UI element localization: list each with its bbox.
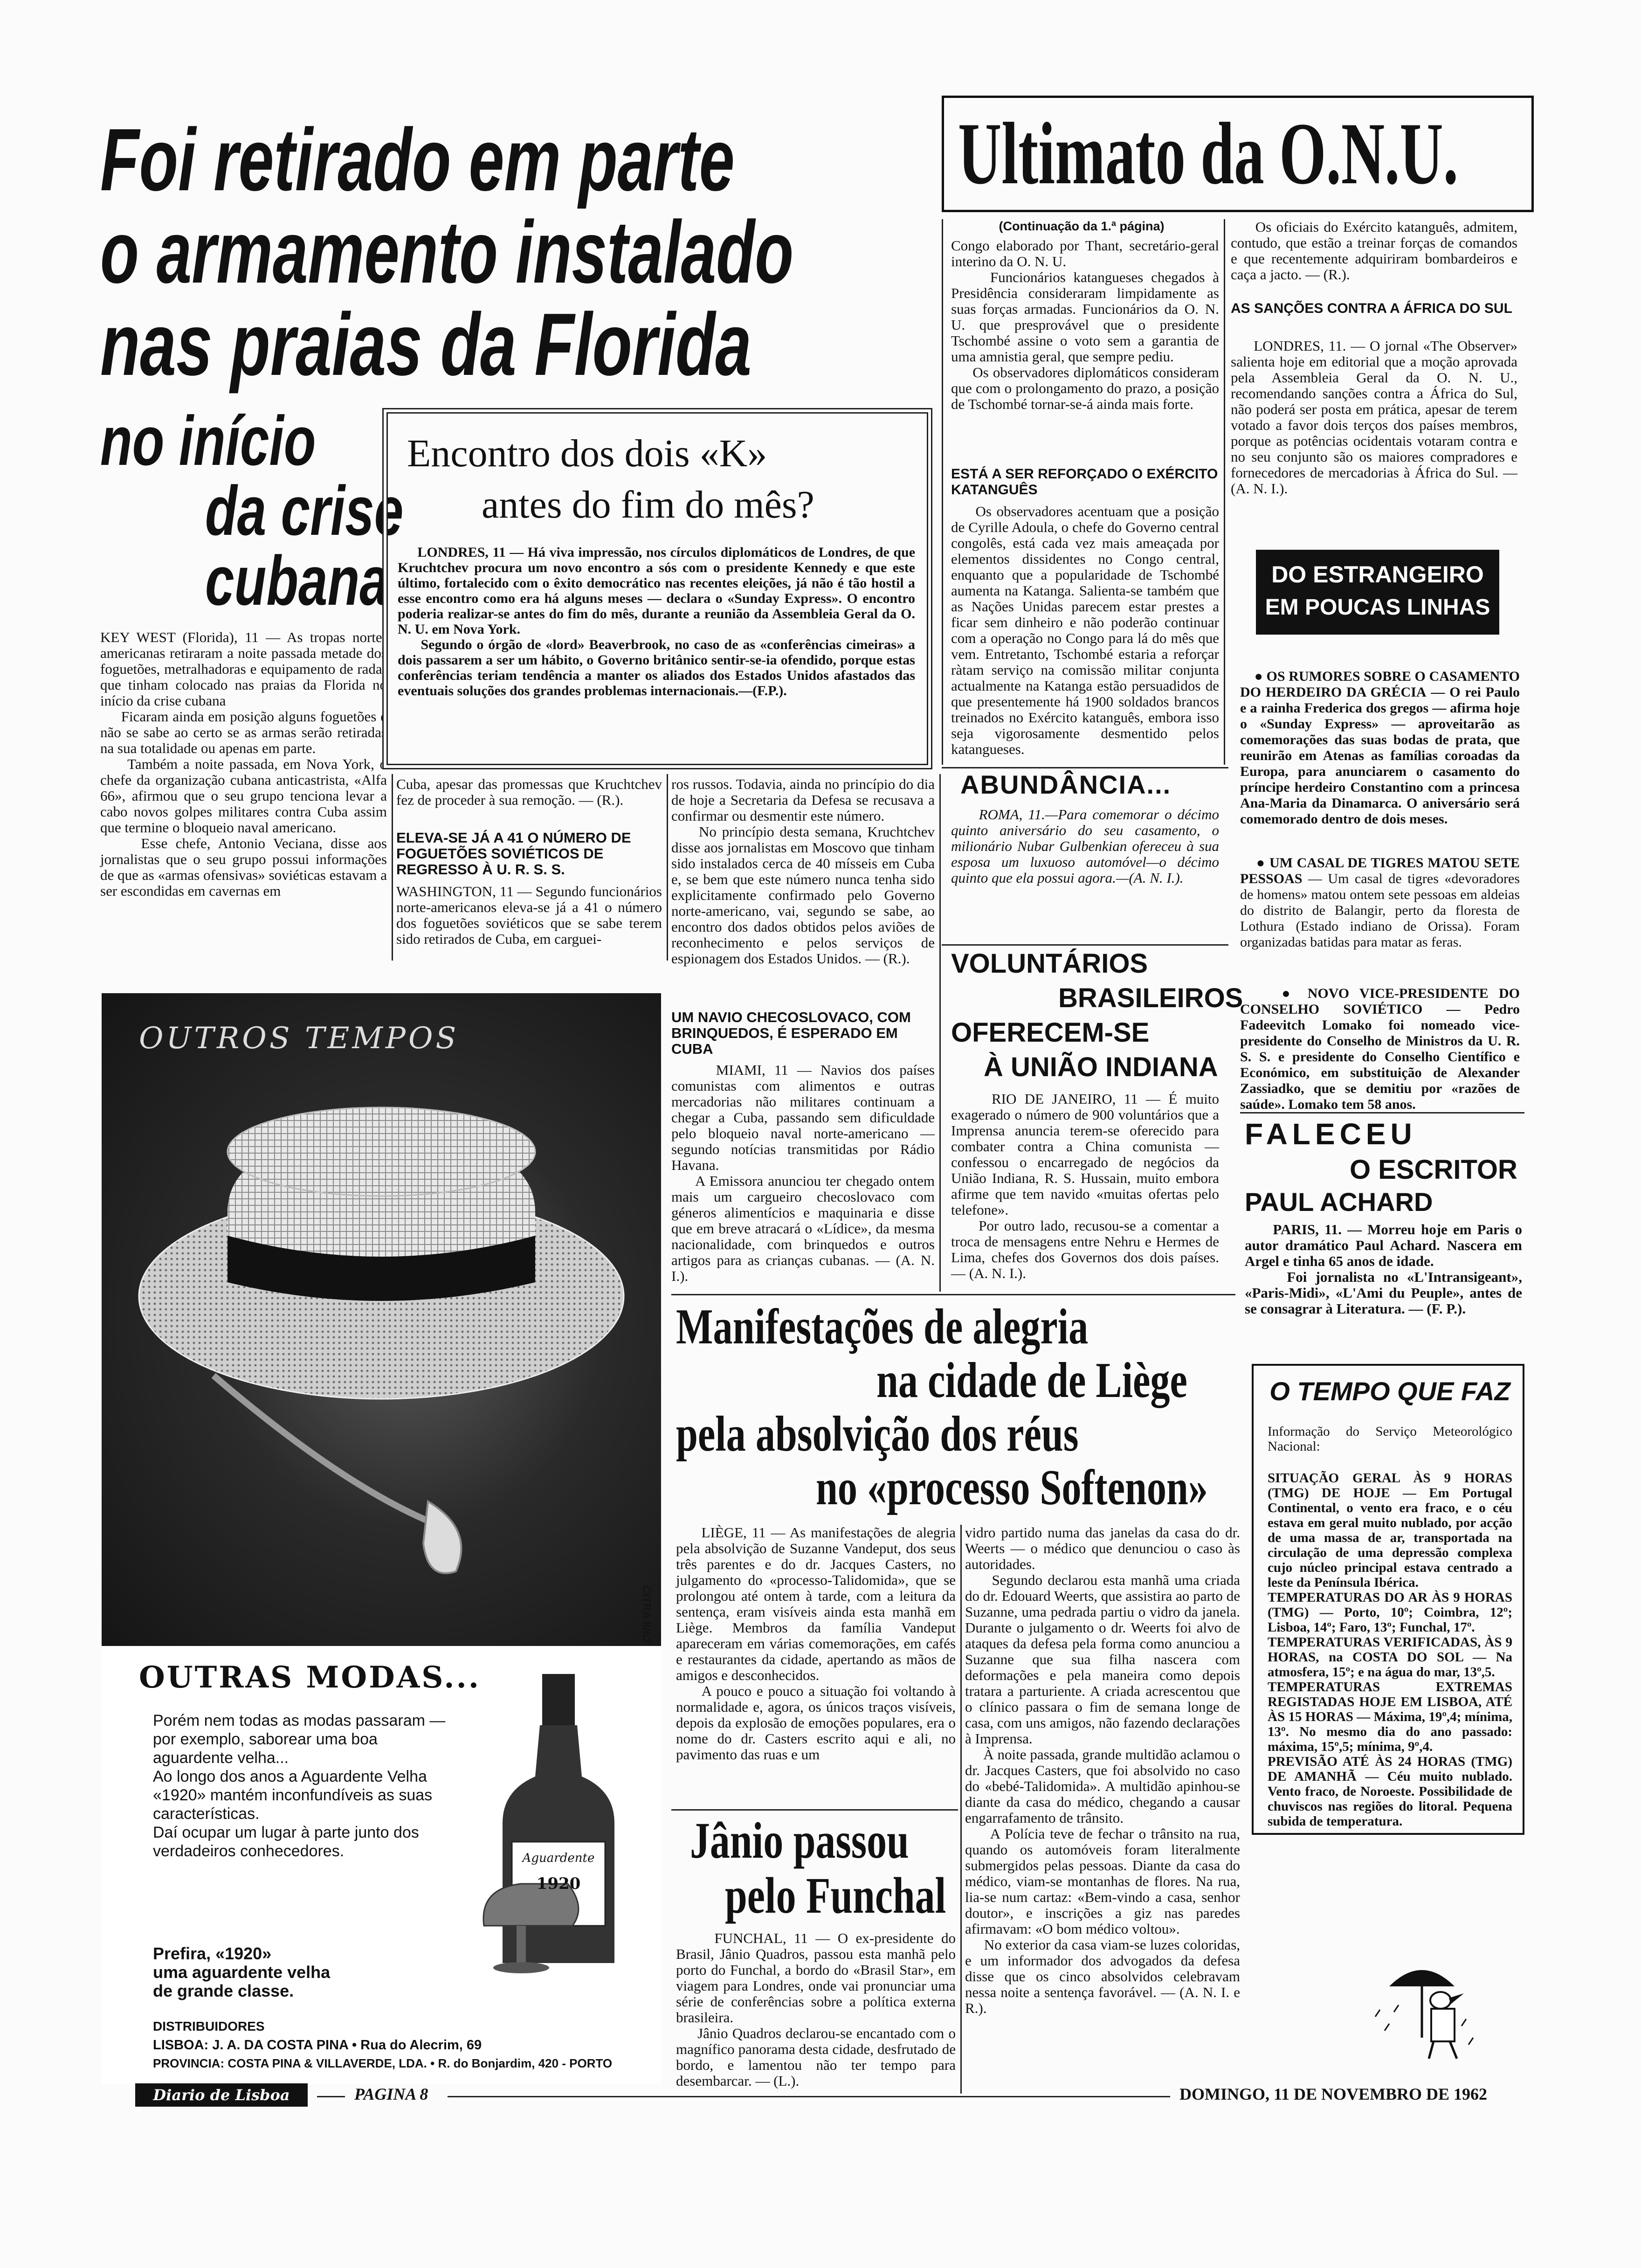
- dois-k-text: LONDRES, 11 — Há viva impressão, nos círculos diplomáticos de Londres, de que Kruchtchev procura um novo encontro a sós com o presidente Kennedy e que este último, fortalecido com o êxito democrático nas recentes eleições, já não é tão hostil a esse encontro como era há alguns meses — declara o «Sunday Express». O encontro poderia realizar-se antes do fim do mês, durante a reunião da Assembleia Geral da O. N. U. em Nova York. Segundo o órgão de «lord» Beaverbrook, no caso de as «conferências cimeiras» a dois passarem a ser um hábito, o Governo britânico sentir-se-ia ofendido, porque estas conferências teriam tendência a manter os aliados dos Estados Unidos afastados das eventuais soluções dos grandes problemas internacionais.—(F.P.).: [398, 545, 916, 698]
- ultimato-continuation: (Continuação da 1.ª página): [999, 219, 1165, 233]
- bullet-icon: ●: [1282, 986, 1308, 1001]
- liege-title-line-4: no «processo Softenon»: [816, 1460, 1208, 1515]
- achard-title-line-2: O ESCRITOR: [1350, 1155, 1517, 1185]
- main-headline-line-2: o armamento instalado: [100, 203, 794, 302]
- dois-k-box: [382, 408, 932, 769]
- estrangeiro-title-line-1: DO ESTRANGEIRO: [1271, 561, 1484, 588]
- sub-headline-line-2: da crise: [205, 471, 404, 550]
- ad-slogan: Prefira, «1920» uma aguardente velha de grande classe.: [153, 1944, 331, 2000]
- navio-text: MIAMI, 11 — Navios dos países comunistas com alimentos e outras mercadorias não militares continuam a chegar a Cuba, passando sem dificuldade pelo bloqueio naval norte-americano — segundo notícias transmitidas por Rádio Havana. A Emissora anunciou ter chegado ontem mais um cargueiro checoslovaco com géneros alimentícios e maquinaria e disse que em breve atracará o «Lídice», da mesma nacionalidade, com brinquedos e outros artigos para as crianças cubanas. — (A. N. I.).: [671, 1062, 935, 1284]
- ultimato-text-3: Os oficiais do Exército katanguês, admitem, contudo, que estão a treinar forças de comandos e que recentemente adquiriram bombardeiros e caça a jacto. — (R.).: [1231, 219, 1521, 283]
- sub-headline-line-3: cubana: [205, 541, 389, 620]
- bullet-icon: ●: [1254, 669, 1267, 684]
- foguetoes-subhead: ELEVA-SE JÁ A 41 O NÚMERO DE FOGUETÕES SOVIÉTICOS DE REGRESSO À U. R. S. S.: [396, 830, 635, 878]
- liege-title: [676, 1301, 1235, 1520]
- estrangeiro-item-2-lead: UM CASAL DE TIGRES MATOU SETE PESSOAS: [1240, 855, 1524, 886]
- washington-text: WASHINGTON, 11 — Segundo funcionários norte-americanos eleva-se já a 41 o número dos foguetões soviéticos que se sabe terem sido retirados de Cuba, em carguei-: [396, 883, 666, 947]
- ad-body-text: Porém nem todas as modas passaram — por exemplo, saborear uma boa aguardente velha... Ao longo dos anos a Aguardente Velha «1920» mantém inconfundíveis as suas características. Daí ocupar um lugar à parte junto dos verdadeiros conhecedores.: [153, 1712, 446, 1860]
- sub-headline: [100, 401, 404, 620]
- voluntarios-title-line-1: VOLUNTÁRIOS: [951, 948, 1148, 979]
- ultimato-text-2: Os observadores acentuam que a posição de Cyrille Adoula, o chefe do Governo central congolês, está cada vez mais ameaçada por elementos dissidentes no Congo central, enquanto que a popularidade de Tschombé aumenta na Katanga. Salienta-se também que as Nações Unidas parecem estar prestes a ficar sem dinheiro e não poderão continuar com a operação no Congo para lá do mês que vem. Entretanto, Tschombé estaria a reforçar ràtam serviço na comissão militar conjunta actualmente na Katanga estão persuadidos de que presentemente há 1900 soldados brancos treinados no Exército katanguês, embora isso seja vigorosamente desmentido pelos katangueses.: [951, 503, 1223, 757]
- janio-title-line-2: pelo Funchal: [725, 1867, 946, 1924]
- janio-title-line-1: Jânio passou: [690, 1812, 909, 1869]
- main-headline-line-1: Foi retirado em parte: [100, 111, 735, 209]
- sancoes-text: LONDRES, 11. — O jornal «The Observer» salienta hoje em editorial que a moção aprovada pela Assembleia Geral da O. N. U., recomendando sanções contra a África do Sul, não poderá ser posta em prática, apesar de terem votado a favor dois terços dos países membros, porque as potências ocidentais votaram contra e no seu conjunto são os maiores compradores e fornecedores de mercadorias à África do Sul. — (A. N. I.).: [1231, 338, 1521, 497]
- estrangeiro-header-box: [1259, 553, 1496, 632]
- footer-page-number: PAGINA 8: [354, 2085, 428, 2103]
- tempo-intro: Informação do Serviço Meteorológico Nacional:: [1268, 1424, 1516, 1454]
- ultimato-box: [942, 96, 1534, 212]
- abundancia-title: ABUNDÂNCIA...: [960, 770, 1172, 799]
- estrangeiro-item-3-text: — Pedro Fadeevitch Lomako foi nomeado vice-presidente do Conselho de Ministros da U. R. S. S. e presidente do Conselho Científico e Económico, em substituição de Alexander Zassiadko, que se demitiu por «razões de saúde». Lomako tem 58 anos.: [1240, 1002, 1524, 1112]
- estrangeiro-item-2: [1240, 839, 1524, 975]
- bullet-icon: ●: [1256, 855, 1269, 871]
- tempo-title: O TEMPO QUE FAZ: [1269, 1376, 1510, 1406]
- florida-story-text: KEY WEST (Florida), 11 — As tropas norte-americanas retiraram a noite passada metade dos foguetões, metralhadoras e equipamento de radar que tinham colocado nas praias da Florida no início da crise cubana Ficaram ainda em posição alguns foguetões e não se sabe ao certo se as armas serão retiradas na sua totalidade ou apenas em parte. Também a noite passada, em Nova York, o chefe da organização cubana anticastrista, «Alfa 66», afirmou que o seu grupo tenciona levar a cabo novos golpes militares contra Cuba assim que termine o bloqueio naval americano. Esse chefe, Antonio Veciana, disse aos jornalistas que o seu grupo possui informações de que as «armas ofensivas» soviéticas estavam a ser escondidas em cavernas em: [100, 629, 387, 899]
- estrangeiro-item-1: [1240, 653, 1524, 839]
- navio-subhead: UM NAVIO CHECOSLOVACO, COM BRINQUEDOS, É ESPERADO EM CUBA: [671, 1009, 915, 1057]
- ultimato-title: Ultimato da O.N.U.: [958, 105, 1459, 203]
- voluntarios-text: RIO DE JANEIRO, 11 — É muito exagerado o número de 900 voluntários que a Imprensa anuncia terem-se oferecido para combater contra a China comunista — confessou o encarregado de negócios da União Indiana, R. S. Hussain, muito embora afirme que tem navido «muitas ofertas pelo telefone». Por outro lado, recusou-se a comentar a troca de mensagens entre Nehru e Hermes de Lima, chefes dos Governos dos dois países. — (A. N. I.).: [951, 1091, 1220, 1281]
- ad-distrib-line-2: PROVINCIA: COSTA PINA & VILLAVERDE, LDA. • R. do Bonjardim, 420 - PORTO: [153, 2056, 613, 2070]
- liege-title-line-2: na cidade de Liège: [876, 1353, 1187, 1408]
- ad-distrib-label: DISTRIBUIDORES: [153, 2019, 265, 2033]
- estrangeiro-item-1-text: — O rei Paulo e a rainha Frederica dos gregos — afirma hoje o «Sunday Express» — aproveitarão as comemorações das suas bodas de prata, que reunirão em Atenas as famílias coroadas da Europa, para anunciarem o casamento do príncipe herdeiro Constantino com a princesa Ana-Maria da Dinamarca. O aniversário será comemorado dentro de dois meses.: [1240, 685, 1524, 827]
- ad-title-bottom: OUTRAS MODAS...: [139, 1660, 481, 1695]
- ultimato-text: Congo elaborado por Thant, secretário-geral interino da O. N. U. Funcionários katangueses chegados à Presidência consideraram limpidamente as suas forças armadas. Funcionários da O. N. U. que presprovável que o presidente Tschombé assine o voto sem a garantia de uma amnistia geral, que sempre pediu. Os observadores diplomáticos consideram que com o prolongamento do prazo, a posição de Tschombé tornar-se-á ainda mais forte.: [951, 237, 1220, 412]
- cognac-bottle-illustration: [475, 1665, 642, 1991]
- ad-title-top: OUTROS TEMPOS: [139, 1021, 459, 1056]
- estrangeiro-title-line-2: EM POUCAS LINHAS: [1265, 595, 1490, 620]
- aguardente-ad: [102, 993, 661, 2084]
- liege-text-2: vidro partido numa das janelas da casa do dr. Weerts — o médico que denunciou o caso às autoridades. Segundo declarou esta manhã uma criada do dr. Edouard Weerts, que assistira ao parto de Suzanne, uma pedrada partiu o vidro da janela. Durante o julgamento o dr. Weerts foi alvo de ataques da defesa pela forma como anunciou a Suzanne que sua filha nascera com deformações e pela maneira como depois tratara a parturiente. A criada acrescentou que o clínico passara o fim de semana longe de casa, com uns amigos, não fazendo declarações à Imprensa. À noite passada, grande multidão aclamou o dr. Jacques Casters, que foi absolvido no caso do «bebé-Talidomida». A multidão apinhou-se diante da casa do médico, chegando a causar engarrafamento de trânsito. A Polícia teve de fechar o trânsito na rua, quando os automóveis foram literalmente submergidos pelas pessoas. Diante da casa do médico, viam-se montanhas de flores. Na rua, lia-se num cartaz: «Bem-vindo a casa, senhor doutor», e inscrições a giz nas paredes afirmavam: «O bom médico voltou». No exterior da casa viam-se luzes coloridas, e um informador dos advogados da defesa disse que os cinco absolvidos celebravam nessa noite a sentença favorável. — (A. N. I. e R.).: [965, 1524, 1241, 2016]
- janio-title: [681, 1814, 956, 1926]
- bottle-label-brand: Aguardente: [522, 1851, 595, 1865]
- main-headline-line-3: nas praias da Florida: [100, 295, 752, 394]
- ad-distrib-line-1: LISBOA: J. A. DA COSTA PINA • Rua do Alecrim, 69: [153, 2038, 482, 2053]
- liege-text: LIÈGE, 11 — As manifestações de alegria pela absolvição de Suzanne Vandeput, dos seus três parentes e do dr. Jacques Casters, no julgamento do «processo-Talidomida», que se prolongou até ontem à tarde, com a leitura da sentença, eram visíveis ainda esta manhã em Liège. Membros da família Vandeput apareceram em várias comemorações, em cafés e restaurantes da cidade, apertando as mãos de amigos e desconhecidos. A pouco e pouco a situação foi voltando à normalidade e, agora, os únicos traços visíveis, depois da explosão de emoções populares, era o nome do dr. Casters escrito aqui e ali, no pavimento das ruas e um: [676, 1524, 956, 1763]
- liege-title-line-1: Manifestações de alegria: [676, 1299, 1089, 1355]
- umbrella-man-illustration: [1371, 1949, 1482, 2061]
- dois-k-title-line-1: Encontro dos dois «K»: [407, 432, 767, 475]
- liege-title-line-3: pela absolvição dos réus: [676, 1406, 1079, 1462]
- dois-k-title-line-2: antes do fim do mês?: [482, 483, 814, 526]
- foguetoes-cont-text: ros russos. Todavia, ainda no princípio do dia de hoje a Secretaria da Defesa se recusava a confirmar ou desmentir este número. No princípio desta semana, Kruchtchev disse aos jornalistas em Moscovo que tinham sido instalados cerca de 40 mísseis em Cuba e, se bem que este número nunca tenha sido explicitamente confirmado pelo Governo norte-americano, vai, segundo se sabe, ao encontro dos dados obtidos pelos aviões de reconhecimento e pelos serviços de espionagem dos Estados Unidos. — (R.).: [671, 776, 935, 967]
- estrangeiro-item-3: [1240, 970, 1524, 1112]
- estrangeiro-item-1-lead: OS RUMORES SOBRE O CASAMENTO DO HERDEIRO DA GRÉCIA: [1240, 669, 1524, 700]
- voluntarios-title-line-2: BRASILEIROS: [1058, 983, 1243, 1013]
- ad-side-code: CITRA 8/62: [640, 1585, 653, 1644]
- footer-date: DOMINGO, 11 DE NOVEMBRO DE 1962: [1179, 2085, 1488, 2103]
- voluntarios-title-line-4: À UNIÃO INDIANA: [984, 1052, 1218, 1082]
- footer-masthead: [135, 2083, 308, 2107]
- ultimato-subhead: ESTÁ A SER REFORÇADO O EXÉRCITO KATANGUÊS: [951, 466, 1222, 498]
- achard-title-line-1: FALECEU: [1245, 1117, 1417, 1151]
- tempo-text: SITUAÇÃO GERAL ÀS 9 HORAS (TMG) DE HOJE — Em Portugal Continental, o vento era fraco, e o céu estava em geral muito nublado, por acção de uma massa de ar, transportada na circulação de uma depressão complexa cujo núcleo principal estava centrado a leste da Península Ibérica. TEMPERATURAS DO AR ÀS 9 HORAS (TMG) — Porto, 10º; Coimbra, 12º; Lisboa, 14º; Faro, 13º; Funchal, 17º. TEMPERATURAS VERIFICADAS, ÀS 9 HORAS, na COSTA DO SOL — Na atmosfera, 15º; e na água do mar, 13º,5. TEMPERATURAS EXTREMAS REGISTADAS HOJE EM LISBOA, ATÉ ÀS 15 HORAS — Máxima, 19º,4; mínima, 13º. No mesmo dia do ano passado: máxima, 15º,5; mínima, 9º,4. PREVISÃO ATÉ ÀS 24 HORAS (TMG) DE AMANHÃ — Céu muito nublado. Vento fraco, de Noroeste. Possibilidade de chuviscos nas regiões do litoral. Pequena subida de temperatura.: [1268, 1471, 1512, 1829]
- achard-title-line-3: PAUL ACHARD: [1245, 1187, 1433, 1217]
- janio-text: FUNCHAL, 11 — O ex-presidente do Brasil, Jânio Quadros, passou esta manhã pelo porto do Funchal, a bordo do «Brasil Star», em viagem para Londres, onde vai pronunciar uma série de conferências sobre a política externa brasileira. Jânio Quadros declarou-se encantado com o magnífico panorama desta cidade, desfrutado de bordo, e lamentou não ter tempo para desembarcar. — (L.).: [676, 1930, 956, 2089]
- sancoes-subhead: AS SANÇÕES CONTRA A ÁFRICA DO SUL: [1231, 301, 1512, 316]
- main-headline: [100, 111, 932, 394]
- bottle-label-year: 1920: [536, 1874, 581, 1893]
- boater-hat-illustration: [102, 993, 661, 1646]
- estrangeiro-item-3-lead: NOVO VICE-PRESIDENTE DO CONSELHO SOVIÉTICO: [1240, 986, 1524, 1017]
- achard-title: [1245, 1117, 1524, 1224]
- sub-headline-line-1: no início: [100, 401, 316, 480]
- voluntarios-title: [951, 948, 1243, 1103]
- estrangeiro-item-2-text: — Um casal de tigres «devoradores de homens» matou ontem sete pessoas em aldeias do distrito de Balangir, perto da floresta de Lothura (Estado indiano de Orissa). Foram organizadas batidas para matar as feras.: [1240, 871, 1524, 950]
- tempo-box: [1252, 1364, 1524, 1835]
- footer-masthead-text: Diario de Lisboa: [153, 2086, 290, 2104]
- achard-text: PARIS, 11. — Morreu hoje em Paris o autor dramático Paul Achard. Nascera em Argel e tinha 65 anos de idade. Foi jornalista no «L'Intransigeant», «Paris-Midi», «L'Ami du Peuple», antes de se consagrar à Literatura. — (F. P.).: [1245, 1221, 1523, 1317]
- florida-cont-text: Cuba, apesar das promessas que Kruchtchev fez de proceder à sua remoção. — (R.).: [396, 776, 666, 808]
- abundancia-text: ROMA, 11.—Para comemorar o décimo quinto aniversário do seu casamento, o milionário Nubar Gulbenkian ofereceu à sua esposa um luxuoso automóvel—o décimo quinto que ela possui agora.—(A. N. I.).: [951, 806, 1223, 886]
- voluntarios-title-line-3: OFERECEM-SE: [951, 1017, 1150, 1048]
